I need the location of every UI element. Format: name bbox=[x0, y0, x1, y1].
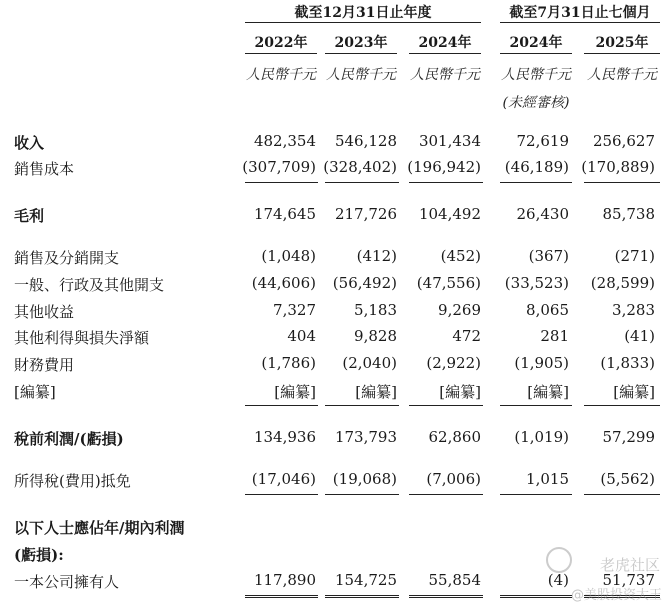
subtotal-rule bbox=[584, 494, 660, 495]
header-group-annual: 截至12月31日止年度 bbox=[294, 5, 432, 21]
subtotal-rule bbox=[409, 494, 483, 495]
row-label-finance-costs: 財務費用 bbox=[14, 356, 75, 374]
table-cell: 57,299 bbox=[602, 428, 655, 446]
table-cell: (19,068) bbox=[332, 470, 397, 488]
table-cell: (367) bbox=[528, 247, 569, 265]
watermark-handle: @美股投资大王 bbox=[570, 588, 662, 603]
subtotal-rule bbox=[584, 405, 660, 406]
subtotal-rule bbox=[325, 405, 399, 406]
double-underline bbox=[245, 595, 318, 598]
subtotal-rule bbox=[409, 182, 483, 183]
table-cell: (44,606) bbox=[251, 274, 316, 292]
row-label-other-income: 其他收益 bbox=[14, 303, 75, 321]
table-cell: (328,402) bbox=[323, 158, 397, 176]
header-group-seven-months: 截至7月31日止七個月 bbox=[509, 5, 651, 21]
table-cell: (47,556) bbox=[416, 274, 481, 292]
table-cell: (170,889) bbox=[581, 158, 655, 176]
subtotal-rule bbox=[500, 405, 572, 406]
watermark-logo-icon bbox=[546, 547, 572, 573]
table-cell: 217,726 bbox=[334, 205, 397, 223]
unit-label: 人民幣千元 bbox=[326, 67, 396, 83]
year-header-2022: 2022年 bbox=[254, 35, 308, 51]
header-group-seven-months-underline bbox=[500, 22, 660, 23]
row-label-income-tax: 所得稅(費用)抵免 bbox=[14, 472, 131, 490]
table-cell: 117,890 bbox=[253, 571, 316, 589]
table-cell: 281 bbox=[540, 327, 569, 345]
table-cell: (28,599) bbox=[590, 274, 655, 292]
row-label-profit-before-tax: 稅前利潤/(虧損) bbox=[14, 430, 124, 448]
subtotal-rule bbox=[500, 182, 572, 183]
double-underline bbox=[325, 595, 399, 598]
table-cell: 9,269 bbox=[438, 301, 481, 319]
table-cell: (4) bbox=[547, 571, 569, 589]
table-cell: 404 bbox=[287, 327, 316, 345]
row-label-attributable: 以下人士應佔年/期內利潤 bbox=[14, 519, 185, 537]
year-underline bbox=[500, 53, 572, 54]
table-cell: (1,833) bbox=[600, 354, 655, 372]
row-label-selling-expenses: 銷售及分銷開支 bbox=[14, 249, 120, 267]
table-cell: (41) bbox=[624, 327, 655, 345]
table-cell: 85,738 bbox=[602, 205, 655, 223]
table-cell: (1,048) bbox=[261, 247, 316, 265]
subtotal-rule bbox=[584, 182, 660, 183]
table-cell: (2,040) bbox=[342, 354, 397, 372]
header-group-annual-underline bbox=[245, 22, 481, 23]
table-cell: 51,737 bbox=[602, 571, 655, 589]
table-cell: 174,645 bbox=[253, 205, 316, 223]
table-cell: 546,128 bbox=[334, 132, 397, 150]
table-cell: (1,019) bbox=[514, 428, 569, 446]
table-cell: (33,523) bbox=[504, 274, 569, 292]
table-cell: [編纂] bbox=[527, 383, 569, 401]
row-label-attributable-cont: (虧損): bbox=[14, 546, 64, 564]
table-cell: 134,936 bbox=[253, 428, 316, 446]
row-label-cost-of-sales: 銷售成本 bbox=[14, 160, 75, 178]
table-cell: (196,942) bbox=[407, 158, 481, 176]
subtotal-rule bbox=[245, 405, 318, 406]
year-header-2025-interim: 2025年 bbox=[595, 35, 649, 51]
table-cell: (5,562) bbox=[600, 470, 655, 488]
row-label-other-gains-losses: 其他利得與損失淨額 bbox=[14, 329, 150, 347]
table-cell: 173,793 bbox=[334, 428, 397, 446]
table-cell: 55,854 bbox=[428, 571, 481, 589]
table-cell: [編纂] bbox=[355, 383, 397, 401]
table-cell: (7,006) bbox=[426, 470, 481, 488]
unaudited-note: (未經審核) bbox=[502, 95, 570, 111]
table-cell: (46,189) bbox=[504, 158, 569, 176]
double-underline bbox=[500, 595, 572, 598]
table-cell: 256,627 bbox=[592, 132, 655, 150]
table-cell: 9,828 bbox=[354, 327, 397, 345]
table-cell: (452) bbox=[440, 247, 481, 265]
year-underline bbox=[584, 53, 660, 54]
table-cell: 5,183 bbox=[354, 301, 397, 319]
table-cell: 104,492 bbox=[418, 205, 481, 223]
table-cell: (412) bbox=[356, 247, 397, 265]
table-cell: (271) bbox=[614, 247, 655, 265]
table-cell: 301,434 bbox=[418, 132, 481, 150]
row-label-redacted: [編纂] bbox=[14, 383, 56, 401]
table-cell: 1,015 bbox=[526, 470, 569, 488]
unit-label: 人民幣千元 bbox=[501, 67, 571, 83]
table-cell: 3,283 bbox=[612, 301, 655, 319]
table-cell: 7,327 bbox=[273, 301, 316, 319]
year-underline bbox=[409, 53, 481, 54]
subtotal-rule bbox=[500, 494, 572, 495]
double-underline bbox=[409, 595, 483, 598]
table-cell: (307,709) bbox=[242, 158, 316, 176]
row-label-admin-expenses: 一般、行政及其他開支 bbox=[14, 276, 165, 294]
subtotal-rule bbox=[245, 182, 318, 183]
table-cell: (2,922) bbox=[426, 354, 481, 372]
row-label-owners: 一本公司擁有人 bbox=[14, 573, 120, 591]
row-label-revenue: 收入 bbox=[14, 134, 45, 152]
year-header-2024-interim: 2024年 bbox=[509, 35, 563, 51]
table-cell: (1,786) bbox=[261, 354, 316, 372]
table-cell: 472 bbox=[452, 327, 481, 345]
year-header-2024: 2024年 bbox=[418, 35, 472, 51]
table-cell: 482,354 bbox=[253, 132, 316, 150]
table-cell: (17,046) bbox=[251, 470, 316, 488]
table-cell: [編纂] bbox=[613, 383, 655, 401]
table-cell: [編纂] bbox=[439, 383, 481, 401]
watermark-text: 老虎社区 bbox=[599, 556, 660, 574]
table-cell: [編纂] bbox=[274, 383, 316, 401]
year-header-2023: 2023年 bbox=[334, 35, 388, 51]
unit-label: 人民幣千元 bbox=[587, 67, 657, 83]
table-cell: 72,619 bbox=[516, 132, 569, 150]
table-cell: 8,065 bbox=[526, 301, 569, 319]
table-cell: 154,725 bbox=[334, 571, 397, 589]
subtotal-rule bbox=[245, 494, 318, 495]
table-cell: 26,430 bbox=[516, 205, 569, 223]
subtotal-rule bbox=[325, 494, 399, 495]
unit-label: 人民幣千元 bbox=[410, 67, 480, 83]
table-cell: (1,905) bbox=[514, 354, 569, 372]
year-underline bbox=[245, 53, 317, 54]
table-cell: 62,860 bbox=[428, 428, 481, 446]
subtotal-rule bbox=[409, 405, 483, 406]
unit-label: 人民幣千元 bbox=[246, 67, 316, 83]
table-cell: (56,492) bbox=[332, 274, 397, 292]
year-underline bbox=[325, 53, 397, 54]
subtotal-rule bbox=[325, 182, 399, 183]
row-label-gross-profit: 毛利 bbox=[14, 207, 45, 225]
